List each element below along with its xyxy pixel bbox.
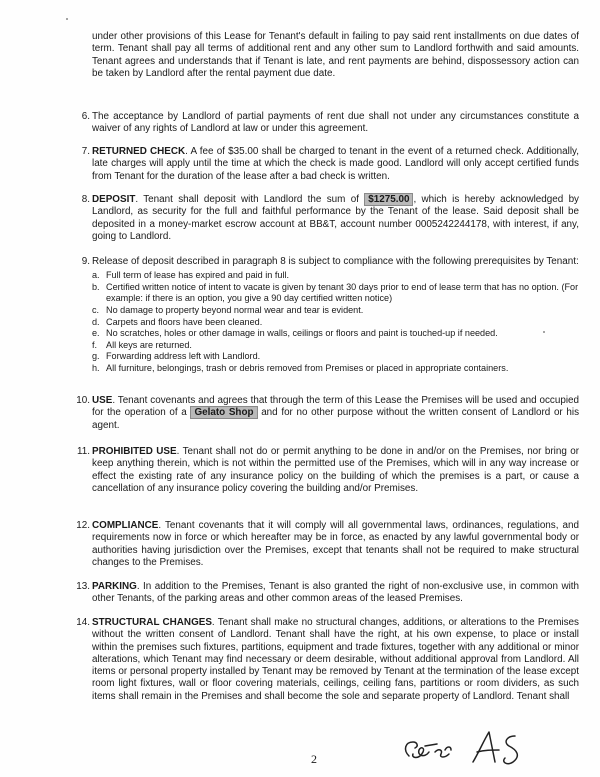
list-text: No damage to property beyond normal wear and tear is evident. (106, 305, 364, 316)
list-item (92, 328, 579, 340)
list-letter: d. (92, 316, 100, 327)
intro-paragraph (92, 31, 579, 80)
list-item (92, 305, 579, 317)
section-10 (76, 395, 580, 432)
list-item (92, 363, 579, 375)
section-text: . A fee of $35.00 shall be charged to tenant in the event of a returned check. Additionally, late charges will apply until the time at which the check is made good. Landlord will only accept certified funds from Tenant for the duration of the lease after a bad check is written. (92, 146, 580, 182)
section-number: 12. (76, 520, 90, 531)
section-number: 7. (81, 146, 90, 157)
section-text: . In addition to the Premises, Tenant is also granted the right of non-exclusive use, in common with other Tenants, of the parking areas and other common areas of the leased Premises. (92, 581, 579, 605)
page-number: 2 (311, 752, 317, 766)
list-letter: c. (92, 305, 100, 316)
section-7 (81, 146, 580, 183)
intro-text: under other provisions of this Lease for Tenant's default in failing to pay said rent installments on due dates of term. Tenant shall pay all terms of additional rent and any other sum to Landlord forthwith and said amounts. Tenant agrees and understands that if Tenant is late, and rent payments are behind, dispossessory action can be taken by Landlord after the rental payment due date. (92, 31, 579, 79)
section-text-before: . Tenant shall deposit with Landlord the sum of (135, 194, 365, 205)
permitted-use-highlight: Gelato Shop (190, 406, 257, 419)
section-heading: PARKING (92, 581, 137, 592)
section-heading: COMPLIANCE (92, 520, 159, 531)
section-text: . Tenant shall make no structural changes, additions, or alterations to the Premises without the written consent of Landlord. Tenant shall have the right, at his own expense, to place or install within the premises such fixtures, partitions, equipment and trade fixtures, together with any additional or minor alterations, which Tenant may find necessary or deem desirable, without additional approval from Landlord. All items or personal property installed by Tenant may be removed by Tenant at the termination of the lease except room light fixtures, wall or floor covering materials, ceilings, ceiling fans, partitions or room dividers, as such items shall remain in the Premises and shall become the sole and separate property of Landlord. Tenant shall (92, 617, 579, 702)
section-number: 10. (76, 395, 90, 406)
section-9 (81, 256, 579, 375)
list-text: No scratches, holes or other damage in walls, ceilings or floors and paint is touched-up if needed. (106, 328, 498, 339)
list-letter: h. (92, 363, 100, 374)
section-number: 6. (81, 111, 90, 122)
prerequisite-list (92, 270, 579, 374)
section-6 (81, 111, 579, 136)
section-heading: DEPOSIT (92, 194, 136, 205)
section-14 (76, 617, 579, 703)
section-number: 14. (76, 617, 90, 628)
list-letter: e. (92, 328, 100, 339)
list-text: All furniture, belongings, trash or debris removed from Premises or placed in appropriate containers. (106, 363, 509, 374)
handwritten-initials-signature (395, 728, 545, 768)
list-text: All keys are returned. (106, 339, 192, 350)
list-letter: g. (92, 351, 100, 362)
section-number: 8. (81, 194, 90, 205)
list-text: Carpets and floors have been cleaned. (106, 316, 263, 327)
section-text: . Tenant shall not do or permit anything to be done in and/or on the Premises, nor bring or keep anything therein, which is not within the permitted use of the Premises, which will in any way increase or effect the existing rate of any insurance policy on the building of which the premises is a part, or cause a cancellation of any insurance policy covering the building and/or Premises. (92, 446, 579, 494)
section-12 (76, 520, 579, 569)
list-letter: f. (92, 339, 98, 350)
list-item (92, 282, 579, 305)
section-text-after: , which is hereby acknowledged by Landlord, as security for the full and faithful performance by the Tenant of the lease. Said deposit shall be deposited in a money-market escrow account at BB&T, account number 0005242244178, with interest, if any, going to Landlord. (92, 194, 579, 242)
section-heading: RETURNED CHECK (92, 146, 186, 157)
list-letter: a. (92, 270, 100, 281)
section-heading: PROHIBITED USE (92, 446, 177, 457)
scan-speck (66, 18, 68, 20)
list-item (92, 317, 579, 329)
section-text-before: . Tenant covenants and agrees that through the term of this Lease the Premises will be used and occupied for the operation of a (92, 395, 579, 419)
section-text: The acceptance by Landlord of partial payments of rent due shall not under any circumstances constitute a waiver of any rights of Landlord at law or under this agreement. (92, 111, 579, 135)
section-number: 9. (81, 256, 90, 267)
list-item (92, 340, 579, 352)
section-8 (81, 194, 579, 243)
list-text: Certified written notice of intent to vacate is given by tenant 30 days prior to end of lease term that has no option. (For example: if there is an option, you give a 90 day certified written notice) (106, 281, 579, 304)
section-11 (77, 446, 579, 495)
deposit-amount-highlight: $1275.00 (364, 193, 413, 206)
section-13 (76, 581, 579, 606)
list-text: Full term of lease has expired and paid in full. (106, 270, 289, 281)
section-text: . Tenant covenants that it will comply will all governmental laws, ordinances, regulations, and requirements now in force or which hereafter may be in force, as enacted by any lawful governmental body or authorities having jurisdiction over the Premises, except that tenants shall not be required to make structural changes to the Premises. (92, 520, 579, 568)
section-number: 11. (77, 446, 90, 457)
section-text-after: and for no other purpose without the written consent of Landlord or his agent. (92, 407, 580, 431)
section-heading: STRUCTURAL CHANGES (92, 617, 212, 628)
section-heading: USE (92, 395, 113, 406)
list-item (92, 351, 579, 363)
list-item (92, 270, 579, 282)
section-number: 13. (76, 581, 90, 592)
list-text: Forwarding address left with Landlord. (106, 351, 261, 362)
list-letter: b. (92, 281, 100, 292)
section-text: Release of deposit described in paragraph 8 is subject to compliance with the following prerequisites by Tenant: (92, 256, 579, 267)
